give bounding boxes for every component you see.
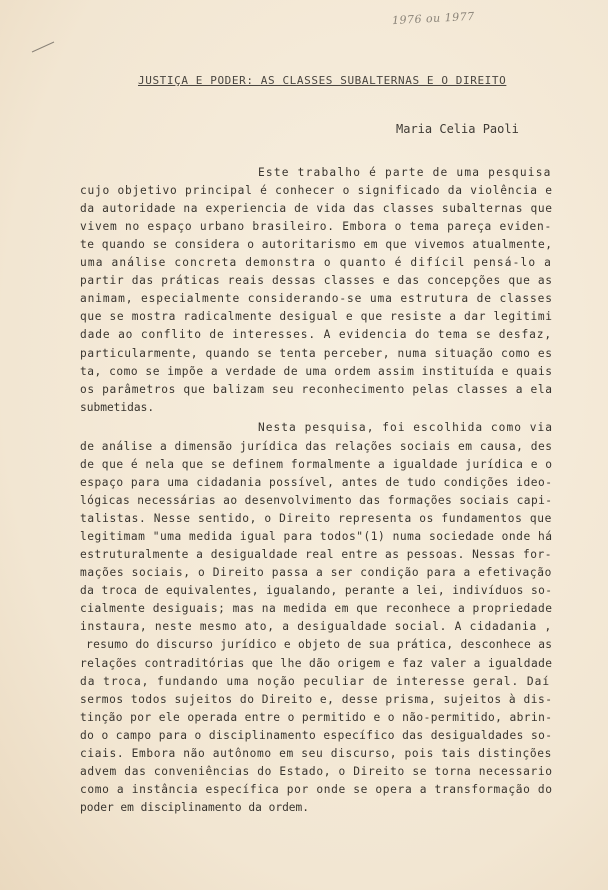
text-line: mações sociais, o Direito passa a ser condição para a efetivação <box>80 566 552 579</box>
text-line: que se mostra radicalmente desigual e que resiste a dar legitimi <box>80 310 553 323</box>
pencil-mark-icon <box>30 40 56 54</box>
text-line: poder em disciplinamento da ordem. <box>80 801 310 814</box>
text-line: lógicas necessárias ao desenvolvimento das formações sociais capi- <box>80 494 553 507</box>
text-line: de que é nela que se definem formalmente a igualdade jurídica e o <box>80 458 553 471</box>
text-line: relações contraditórias que lhe dão origem e faz valer a igualdade <box>80 657 553 670</box>
text-line: ciais. Embora não autônomo em seu discurso, pois tais distinções <box>80 747 552 760</box>
text-line: como a instância específica por onde se opera a transformação do <box>80 783 553 796</box>
text-line: da troca, fundando uma noção peculiar de interesse geral. Daí <box>80 675 551 688</box>
text-line: te quando se considera o autoritarismo em que vivemos atualmente, <box>80 238 553 251</box>
text-line: tinção por ele operada entre o permitido e o não-permitido, abrin- <box>80 711 553 724</box>
document-title: JUSTIÇA E PODER: AS CLASSES SUBALTERNAS E O DIREITO <box>138 74 507 87</box>
text-line: da troca de equivalentes, igualando, perante a lei, indivíduos so- <box>80 584 553 597</box>
text-line: sermos todos sujeitos do Direito e, desse prisma, sujeitos à dis- <box>80 693 553 706</box>
text-line: vivem no espaço urbano brasileiro. Embora o tema pareça eviden- <box>80 220 552 233</box>
author-name: Maria Celia Paoli <box>396 122 519 136</box>
text-line: os parâmetros que balizam seu reconhecimento pelas classes a ela <box>80 383 553 396</box>
text-line: talistas. Nesse sentido, o Direito representa os fundamentos que <box>80 512 552 525</box>
text-line: uma análise concreta demonstra o quanto é difícil pensá-lo a <box>80 256 552 269</box>
text-line: espaço para uma cidadania possível, antes de tudo condições ideo- <box>80 476 553 489</box>
text-line: da autoridade na experiencia de vida das classes subalternas que <box>80 202 553 215</box>
text-line: advem das conveniências do Estado, o Direito se torna necessario <box>80 765 553 778</box>
text-line: de análise a dimensão jurídica das relações sociais em causa, des <box>80 440 553 453</box>
text-line: resumo do discurso jurídico e objeto de sua prática, desconhece as <box>86 638 553 651</box>
text-line: cujo objetivo principal é conhecer o significado da violência e <box>80 184 553 197</box>
text-line: do o campo para o disciplinamento específico das desigualdades so- <box>80 729 553 742</box>
text-line: dade ao conflito de interesses. A evidencia do tema se desfaz, <box>80 328 552 341</box>
handwritten-date-note: 1976 ou 1977 <box>391 9 475 28</box>
text-line: instaura, neste mesmo ato, a desigualdade social. A cidadania , <box>80 620 552 633</box>
text-line: Nesta pesquisa, foi escolhida como via <box>258 421 554 434</box>
text-line: submetidas. <box>80 401 155 414</box>
text-line: cialmente desiguais; mas na medida em que reconhece a propriedade <box>80 602 553 615</box>
text-line: animam, especialmente considerando-se uma estrutura de classes <box>80 292 553 305</box>
text-line: Este trabalho é parte de uma pesquisa <box>258 166 552 179</box>
text-line: particularmente, quando se tenta perceber, numa situação como es <box>80 347 553 360</box>
text-line: legitimam "uma medida igual para todos"(1) numa sociedade onde há <box>80 530 553 543</box>
text-line: estruturalmente a desigualdade real entre as pessoas. Nessas for- <box>80 548 552 561</box>
text-line: partir das práticas reais dessas classes e das concepções que as <box>80 274 553 287</box>
text-line: ta, como se impõe a verdade de uma ordem assim instituída e quais <box>80 365 553 378</box>
